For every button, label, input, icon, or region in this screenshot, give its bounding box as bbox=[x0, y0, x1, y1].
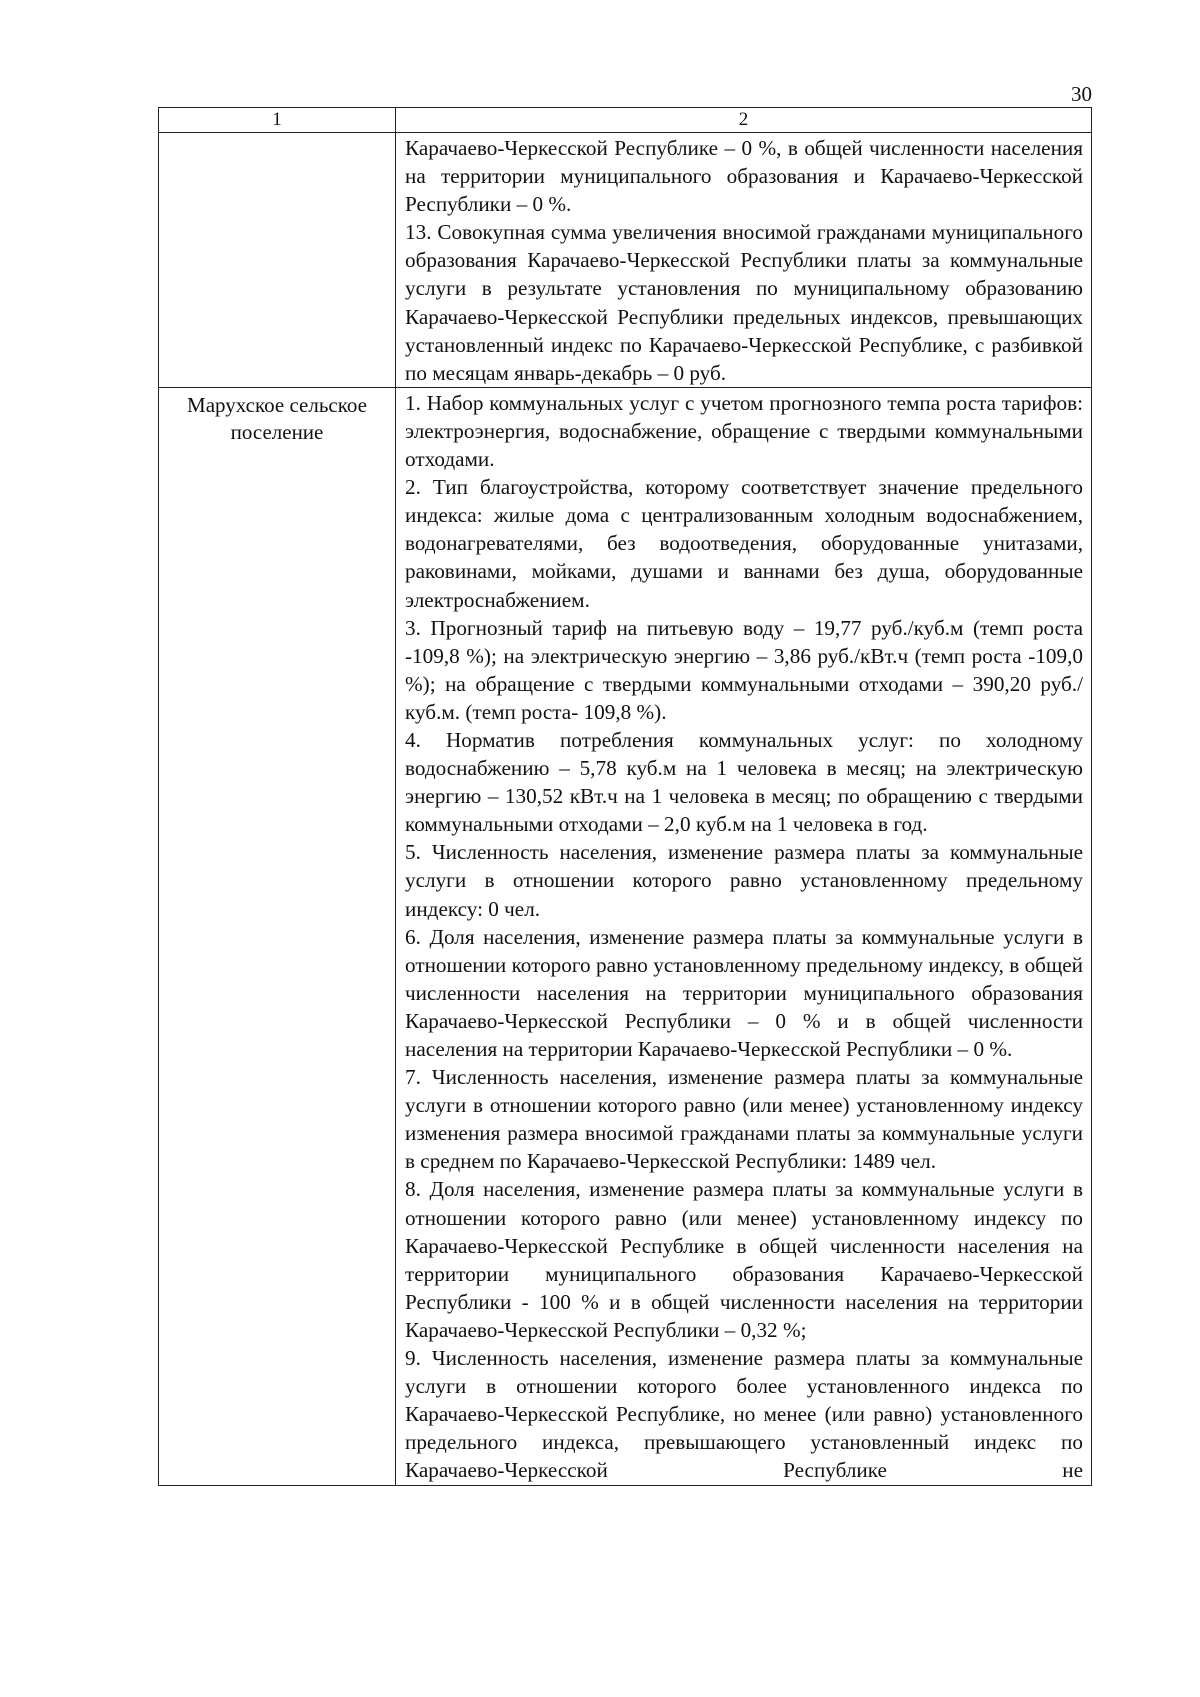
indices-table bbox=[158, 107, 1092, 1486]
table-header-row bbox=[159, 108, 1092, 133]
municipality-name-cell bbox=[159, 133, 396, 388]
paragraph: Карачаево-Черкесской Республике – 0 %, в общей численности населения на территории муниципального образования и Карачаево-Черкесской Республики – 0 %. bbox=[405, 136, 1083, 217]
indicators-cell bbox=[396, 387, 1092, 1485]
indicators-cell bbox=[396, 133, 1092, 388]
paragraph: 1. Набор коммунальных услуг с учетом прогнозного темпа роста тарифов: электроэнергия, водоснабжение, обращение с твердыми коммунальными отходами. bbox=[405, 390, 1083, 472]
paragraph: 7. Численность населения, изменение размера платы за коммунальные услуги в отношении которого равно (или менее) установленному индексу изменения размера вносимой гражданами платы за коммунальные услуги в среднем по Карачаево-Черкесской Республики: 1489 чел. bbox=[405, 1065, 1083, 1174]
column-header-2: 2 bbox=[396, 108, 1092, 133]
page-number: 30 bbox=[1071, 82, 1092, 106]
paragraph: 6. Доля населения, изменение размера платы за коммунальные услуги в отношении которого равно установленному предельному индексу, в общей численности населения на территории муниципального образования Карачаево-Черкесской Республики – 0 % и в общей численности населения на территории Карачаево-Черкесской Республики – 0 %. bbox=[405, 924, 1083, 1061]
table-row bbox=[159, 387, 1092, 1485]
paragraph: 4. Норматив потребления коммунальных услуг: по холодному водоснабжению – 5,78 куб.м на 1 человека в месяц; на электрическую энергию – 130,52 кВт.ч на 1 человека в месяц; по обращению с твердыми коммунальными отходами – 2,0 куб.м на 1 человека в год. bbox=[405, 727, 1083, 837]
paragraph: 13. Совокупная сумма увеличения вносимой гражданами муниципального образования Карачаево-Черкесской Республики платы за коммунальные услуги в результате установления по муниципальному образованию Карачаево-Черкесской Республики предельных индексов, превышающих установленный индекс по Карачаево-Черкесской Республике, с разбивкой по месяцам январь-декабрь – 0 руб. bbox=[405, 220, 1083, 385]
paragraph: 9. Численность населения, изменение размера платы за коммунальные услуги в отношении которого более установленного индекса по Карачаево-Черкесской Республике, но менее (или равно) установленного предельного индекса, превышающего установленный индекс по Карачаево-Черкесской Республике не bbox=[405, 1346, 1083, 1483]
municipality-name-cell: Марухское сельское поселение bbox=[159, 387, 396, 1485]
paragraph: 8. Доля населения, изменение размера платы за коммунальные услуги в отношении которого равно (или менее) установленному индексу по Карачаево-Черкесской Республике в общей численности населения на территории муниципального образования Карачаево-Черкесской Республики - 100 % и в общей численности населения на территории Карачаево-Черкесской Республики – 0,32 %; bbox=[405, 1177, 1083, 1342]
table-row bbox=[159, 133, 1092, 388]
paragraph: 2. Тип благоустройства, которому соответствует значение предельного индекса: жилые дома с централизованным холодным водоснабжением, водонагревателями, без водоотведения, оборудованные унитазами, раковинами, мойками, душами и ваннами без душа, оборудованные электроснабжением. bbox=[405, 475, 1083, 612]
paragraph: 5. Численность населения, изменение размера платы за коммунальные услуги в отношении которого равно установленному предельному индексу: 0 чел. bbox=[405, 840, 1083, 921]
paragraph: 3. Прогнозный тариф на питьевую воду – 19,77 руб./куб.м (темп роста -109,8 %); на электрическую энергию – 3,86 руб./кВт.ч (темп роста -109,0 %); на обращение с твердыми коммунальными отходами – 390,20 руб./куб.м. (темп роста- 109,8 %). bbox=[405, 615, 1083, 724]
column-header-1: 1 bbox=[159, 108, 396, 133]
